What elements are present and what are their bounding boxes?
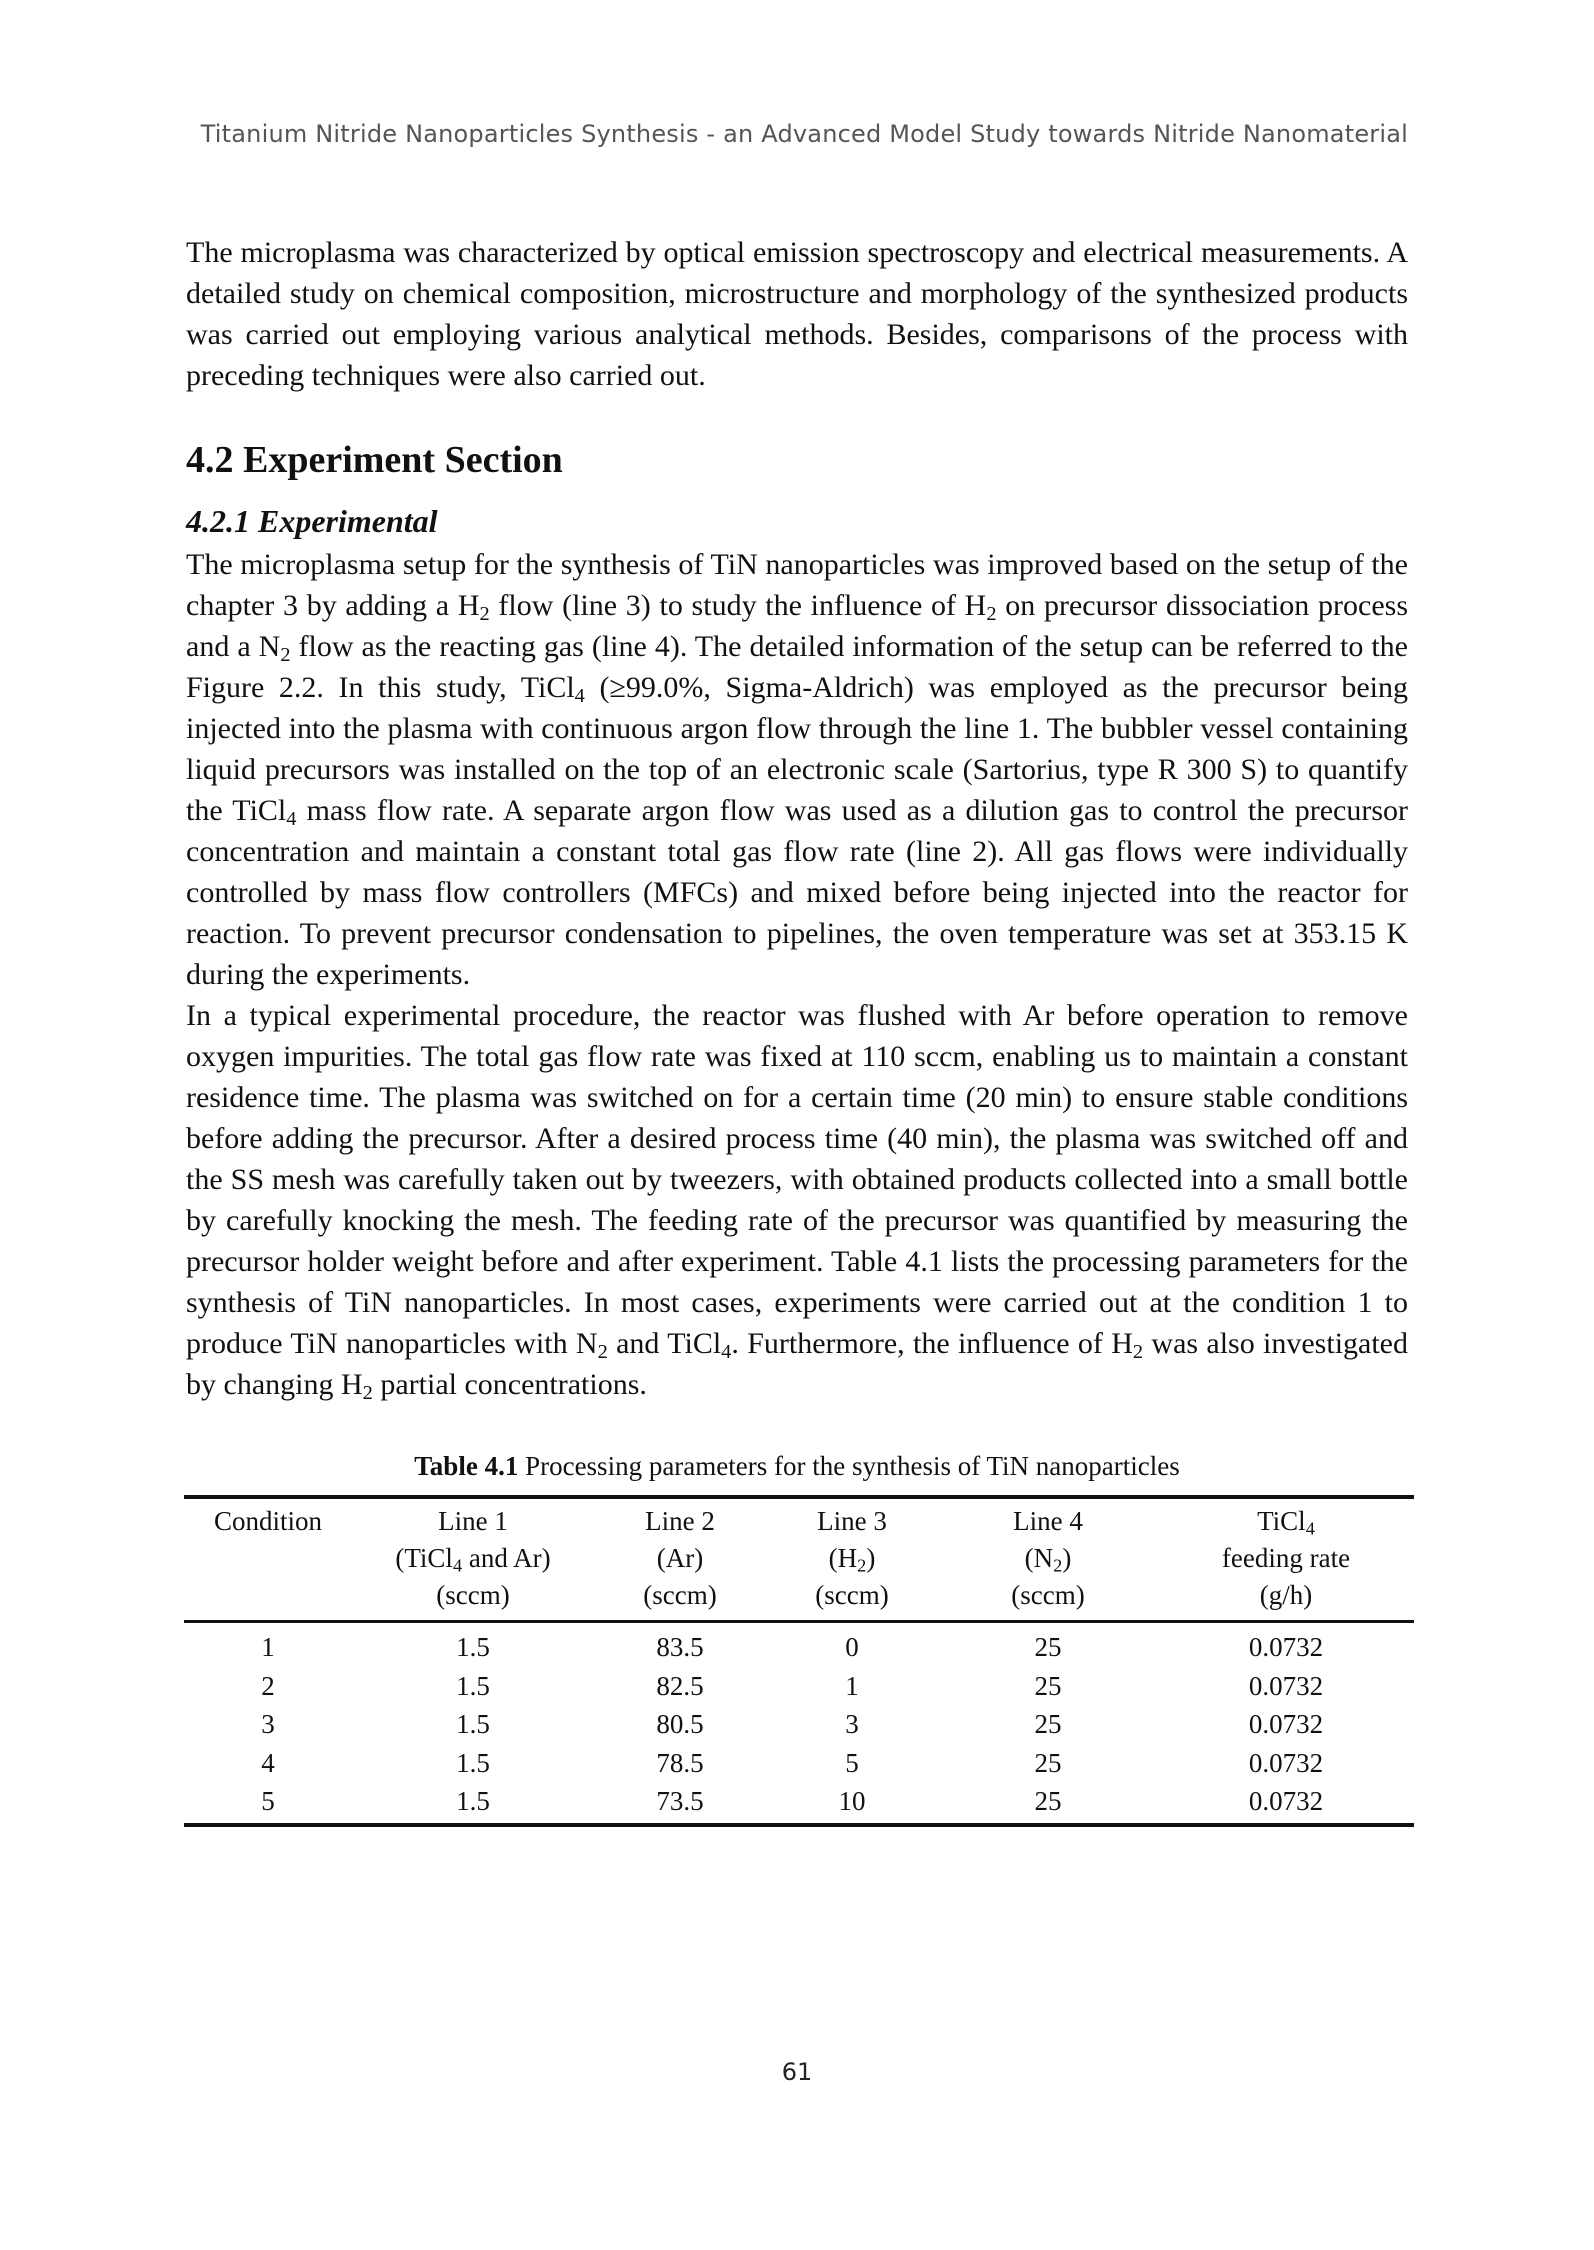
text-run: mass flow rate. A separate argon flow was used as a dilution gas to control the precursor concentration and maintain a constant total gas flow rate (line 2). All gas flows were individually controlled by mass flow controllers (MFCs) and mixed before being injected into the reactor for reaction. To prevent precursor condensation to pipelines, the oven temperature was set at 353.15 K during the experiments. (186, 794, 1408, 991)
table-caption-text: Processing parameters for the synthesis of TiN nanoparticles (518, 1451, 1180, 1481)
text-run: (≥99.0%, Sigma-Aldrich) was employed as the precursor being injected into the plasma with continuous argon flow through the line 1. The bubbler vessel containing liquid precursors was installed on the top of an electronic scale (Sartorius, type R 300 S) to quantify the TiCl (186, 671, 1408, 827)
header-line1 (352, 1497, 594, 1622)
cell-line2: 80.5 (656, 1709, 704, 1739)
header-text: Line 3 (817, 1506, 887, 1536)
cell-line4: 25 (938, 1782, 1158, 1825)
cell-condition: 2 (261, 1670, 275, 1701)
cell-line4: 25 (1034, 1709, 1062, 1739)
header-text: Line 1 (438, 1506, 508, 1536)
header-unit: (g/h) (1259, 1580, 1313, 1610)
setup-paragraph (186, 544, 1408, 995)
header-text: Line 4 (1013, 1506, 1083, 1536)
text-run: In a typical experimental procedure, the reactor was flushed with Ar before operation to remove oxygen impurities. The total gas flow rate was fixed at 110 sccm, enabling us to maintain a constant residence time. The plasma was switched on for a certain time (20 min) to ensure stable conditions before adding the precursor. After a desired process time (40 min), the plasma was switched off and the SS mesh was carefully taken out by tweezers, with obtained products collected into a small bottle by carefully knocking the mesh. The feeding rate of the precursor was quantified by measuring the precursor holder weight before and after experiment. Table 4.1 lists the processing parameters for the synthesis of TiN nanoparticles. In most cases, experiments were carried out at the condition 1 to produce TiN nanoparticles with N (186, 999, 1408, 1360)
header-line4 (938, 1497, 1158, 1622)
cell-line3: 0 (845, 1632, 859, 1662)
header-line2 (594, 1497, 766, 1622)
cell-ticl4: 0.0732 (1248, 1747, 1324, 1778)
subscript: 2 (597, 1341, 608, 1364)
table-row (184, 1744, 1414, 1783)
header-text-line (1158, 1503, 1414, 1540)
table-row (184, 1705, 1414, 1744)
subscript: 2 (1053, 1555, 1063, 1576)
header-text-line (352, 1540, 594, 1577)
subscript: 4 (574, 685, 585, 708)
header-text: TiCl (1257, 1506, 1306, 1536)
subscript: 2 (479, 603, 490, 626)
running-header: Titanium Nitride Nanoparticles Synthesis - an Advanced Model Study towards Nitride Nanomaterial (200, 120, 1408, 148)
table-row (184, 1782, 1414, 1825)
subscript: 4 (1305, 1518, 1315, 1539)
subscript: 2 (362, 1382, 373, 1405)
intro-paragraph: The microplasma was characterized by optical emission spectroscopy and electrical measurements. A detailed study on chemical composition, microstructure and morphology of the synthesized products was carried out employing various analytical methods. Besides, comparisons of the process with preceding techniques were also carried out. (186, 236, 1408, 392)
cell-ticl4: 0.0732 (1248, 1632, 1324, 1662)
header-line3 (766, 1497, 938, 1622)
cell-condition: 1 (261, 1632, 275, 1662)
text-run: partial concentrations. (372, 1368, 647, 1401)
text-run: flow (line 3) to study the influence of H (489, 589, 987, 622)
header-condition (184, 1497, 352, 1622)
text-run: flow as the reacting gas (line 4). The detailed information of the setup can be referred to the Figure 2.2. In this study, TiCl (186, 630, 1408, 704)
text-run: on precursor dissociation process and a N (186, 589, 1408, 663)
subscript: 2 (986, 603, 997, 626)
cell-line1: 1.5 (456, 1709, 490, 1739)
cell-ticl4: 0.0732 (1248, 1670, 1324, 1701)
header-text: (N (1024, 1543, 1054, 1573)
header-unit: (sccm) (1011, 1580, 1085, 1610)
header-unit: (sccm) (643, 1580, 717, 1610)
header-ticl4-feeding-rate (1158, 1497, 1414, 1622)
subscript: 4 (452, 1555, 463, 1576)
subsection-heading: 4.2.1 Experimental (186, 503, 438, 539)
cell-line3: 5 (845, 1747, 859, 1778)
cell-line4: 25 (1034, 1632, 1062, 1662)
cell-line1: 1.5 (352, 1782, 594, 1825)
subscript: 2 (280, 644, 291, 667)
cell-line4: 25 (1034, 1670, 1062, 1701)
cell-condition: 3 (261, 1709, 275, 1739)
page-number: 61 (781, 2058, 813, 2086)
cell-ticl4: 0.0732 (1158, 1782, 1414, 1825)
table-row (184, 1667, 1414, 1706)
cell-condition: 5 (184, 1782, 352, 1825)
table-row (184, 1622, 1414, 1667)
parameters-table (184, 1495, 1414, 1827)
header-unit: (sccm) (815, 1580, 889, 1610)
cell-ticl4: 0.0732 (1248, 1709, 1324, 1739)
text-run: and TiCl (607, 1327, 722, 1360)
table-caption-label: Table 4.1 (414, 1451, 519, 1481)
header-text: (H (828, 1543, 858, 1573)
header-text-line (938, 1540, 1158, 1577)
header-unit: (sccm) (436, 1580, 510, 1610)
cell-line2: 83.5 (656, 1632, 704, 1662)
procedure-paragraph (186, 995, 1408, 1405)
table-caption (186, 1447, 1408, 1485)
header-text: and Ar) (462, 1543, 551, 1573)
cell-line3: 10 (766, 1782, 938, 1825)
cell-line2: 73.5 (594, 1782, 766, 1825)
cell-line1: 1.5 (456, 1747, 490, 1778)
subscript: 2 (1132, 1341, 1144, 1364)
cell-line3: 1 (845, 1670, 859, 1701)
header-text-line (766, 1540, 938, 1577)
header-text: ) (866, 1543, 876, 1573)
subscript: 2 (857, 1555, 867, 1576)
page-content (186, 232, 1408, 1827)
cell-line1: 1.5 (456, 1670, 490, 1701)
table-header-row (184, 1497, 1414, 1622)
subscript: 4 (286, 808, 297, 831)
header-text: ) (1062, 1543, 1072, 1573)
header-text: (Ar) (656, 1543, 704, 1573)
text-run: The microplasma setup for the synthesis of TiN nanoparticles was improved based on the setup of the chapter 3 by adding a H (186, 548, 1408, 622)
cell-line1: 1.5 (456, 1632, 490, 1662)
text-run: was also investigated by changing H (186, 1327, 1408, 1401)
text-run: . Furthermore, the influence of H (731, 1327, 1133, 1360)
cell-line2: 78.5 (656, 1747, 704, 1778)
header-text: Condition (213, 1506, 322, 1536)
subscript: 4 (721, 1341, 732, 1364)
section-heading: 4.2 Experiment Section (186, 439, 563, 481)
cell-line4: 25 (1034, 1747, 1062, 1778)
header-text: Line 2 (645, 1506, 715, 1536)
cell-line2: 82.5 (656, 1670, 704, 1701)
header-text: (TiCl (395, 1543, 453, 1573)
cell-condition: 4 (261, 1747, 275, 1778)
header-text: feeding rate (1221, 1543, 1351, 1573)
cell-line3: 3 (845, 1709, 859, 1739)
